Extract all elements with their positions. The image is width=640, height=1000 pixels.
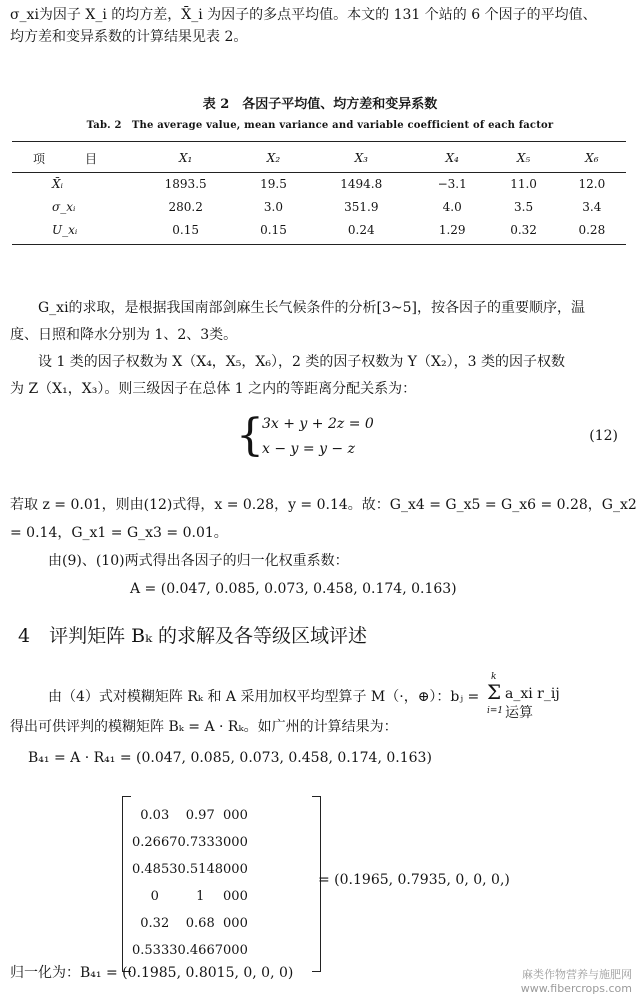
sum-upper-limit: k [491, 672, 497, 682]
table-cell: 0.15 [172, 222, 200, 237]
matrix-row [132, 802, 248, 829]
table-cell: 1893.5 [164, 176, 207, 191]
matrix-cell: 0 [150, 889, 159, 904]
matrix-left-bracket [122, 796, 131, 972]
matrix-cell: 0.5148 [177, 862, 223, 877]
table-cell: 11.0 [510, 176, 537, 191]
matrix-row [132, 910, 248, 937]
sigma-icon: Σ [487, 680, 502, 704]
equation-12 [0, 410, 640, 464]
header-x3: X₃ [354, 151, 368, 165]
watermark [521, 968, 632, 996]
matrix-cell: 0 [223, 889, 232, 904]
summation-expression [487, 672, 577, 722]
matrix-cell: 0 [223, 835, 232, 850]
watermark-line-2: www.fibercrops.com [520, 982, 632, 995]
para-line: 若取 z = 0.01，则由(12)式得，x = 0.28，y = 0.14。故：G_x4 = G_x5 = G_x6 = 0.28，G_x2 [10, 497, 637, 513]
table-row [12, 195, 626, 218]
matrix-cell: 0 [231, 889, 240, 904]
matrix-cell: 0 [223, 916, 232, 931]
para-line: = 0.14，G_x1 = G_x3 = 0.01。 [10, 525, 228, 541]
header-x6: X₆ [585, 151, 599, 165]
equation-number: (12) [589, 428, 618, 444]
matrix-cell: 0 [239, 808, 248, 823]
intro-line-1: σ_xi为因子 X_i 的均方差，X̄_i 为因子的多点平均值。本文的 131 个站的 6 个因子的平均值、 [10, 7, 597, 23]
header-x5: X₅ [516, 151, 531, 165]
intro-paragraph [10, 4, 640, 48]
table-bottom-rule [12, 244, 626, 245]
matrix-cell: 0.7333 [177, 835, 223, 850]
table-caption-cn: 表 2 各因子平均值、均方差和变异系数 [202, 97, 438, 112]
para-line: 由（4）式对模糊矩阵 Rₖ 和 A 采用加权平均型算子 M（·，⊕）：bⱼ = [48, 689, 480, 705]
para-line: 设 1 类的因子权数为 X（X₄，X₅，X₆），2 类的因子权数为 Y（X₂），3 类的因子权数 [38, 354, 565, 370]
intro-line-2: 均方差和变异系数的计算结果见表 2。 [10, 29, 248, 45]
table-cell: 3.4 [582, 199, 602, 214]
matrix-result: = (0.1965, 0.7935, 0, 0, 0,) [318, 872, 510, 888]
table-header-rule [12, 172, 626, 173]
matrix-cell: 0 [231, 943, 240, 958]
para-line: 得出可供评判的模糊矩阵 Bₖ = A · Rₖ。如广州的计算结果为： [10, 719, 398, 735]
matrix-cell: 0 [231, 862, 240, 877]
matrix-table [132, 802, 248, 964]
matrix-row [132, 829, 248, 856]
table-cell: 0.28 [578, 222, 606, 237]
header-x4: X₄ [445, 151, 459, 165]
table-cell: 0.24 [347, 222, 375, 237]
matrix-cell: 0.4667 [177, 943, 223, 958]
matrix-cell: 0 [223, 862, 232, 877]
matrix-cell: 0.97 [185, 808, 215, 823]
matrix-cell: 0 [239, 943, 248, 958]
table-cell: −3.1 [437, 176, 467, 191]
table-cell: 12.0 [578, 176, 606, 191]
matrix-cell: 0 [231, 835, 240, 850]
table-row [12, 218, 626, 241]
matrix-cell: 0 [231, 916, 240, 931]
matrix-cell: 0 [231, 808, 240, 823]
table-header-row [12, 144, 626, 172]
para-line: 由(9)、(10)两式得出各因子的归一化权重系数： [48, 553, 349, 569]
para-line: G_xi的求取，是根据我国南部剑麻生长气候条件的分析[3~5]，按各因子的重要顺序，温 [38, 300, 586, 316]
header-x1: X₁ [178, 151, 193, 165]
matrix-cell: 0 [223, 943, 232, 958]
matrix-cell: 0.03 [140, 808, 170, 823]
table-cell: 3.0 [263, 199, 284, 214]
para-line: 为 Z（X₁，X₃）。则三级因子在总体 1 之内的等距离分配关系为： [10, 381, 417, 397]
matrix-cell: 1 [196, 889, 205, 904]
table-cell: 1.29 [438, 222, 466, 237]
equation-line-1: 3x + y + 2z = 0 [262, 416, 374, 432]
row-label: X̄ᵢ [52, 176, 63, 191]
matrix-cell: 0.4853 [132, 862, 178, 877]
table-cell: 0.15 [260, 222, 287, 237]
normalized-result: 归一化为：B₄₁ = (0.1985, 0.8015, 0, 0, 0) [10, 965, 294, 981]
matrix-row [132, 856, 248, 883]
matrix-cell: 0.5333 [132, 943, 178, 958]
table-cell: 351.9 [344, 199, 379, 214]
matrix-cell: 0 [223, 808, 232, 823]
matrix-cell: 0.2667 [132, 835, 178, 850]
matrix-cell: 0.32 [140, 916, 170, 931]
sum-lower-limit: i=1 [487, 706, 504, 716]
matrix-cell: 0 [239, 862, 248, 877]
table-cell: 3.5 [514, 199, 534, 214]
equation-line-2: x − y = y − z [262, 441, 355, 457]
formula-b41: B₄₁ = A · R₄₁ = (0.047, 0.085, 0.073, 0.458, 0.174, 0.163) [28, 750, 432, 766]
table-top-rule [12, 141, 626, 142]
matrix-cell: 0 [239, 835, 248, 850]
table-cell: 280.2 [168, 199, 203, 214]
equation-brace: { [236, 410, 264, 461]
matrix-row [132, 883, 248, 910]
section-heading: 4 评判矩阵 Bₖ 的求解及各等级区域评述 [18, 625, 368, 647]
paragraph-solution [10, 494, 640, 600]
para-line: 度、日照和降水分别为 1、2、3类。 [10, 327, 238, 343]
row-label: U_xᵢ [52, 222, 78, 237]
table-cell: 4.0 [442, 199, 462, 214]
paragraph-weights-intro [10, 297, 640, 400]
matrix-cell: 0 [239, 889, 248, 904]
header-x2: X₂ [266, 151, 281, 165]
table-cell: 1494.8 [340, 176, 383, 191]
table-row [12, 172, 626, 195]
table-cell: 19.5 [260, 176, 287, 191]
matrix-cell: 0.68 [185, 916, 215, 931]
row-label: σ_xᵢ [52, 199, 76, 214]
matrix-cell: 0 [239, 916, 248, 931]
header-item: 项 目 [32, 151, 111, 166]
weight-vector: A = (0.047, 0.085, 0.073, 0.458, 0.174, 0.163) [130, 581, 457, 597]
table-cell: 0.32 [510, 222, 537, 237]
sum-body: a_xi r_ij 运算 [505, 686, 560, 721]
factor-statistics-table [12, 144, 626, 241]
watermark-line-1: 麻类作物营养与施肥网 [522, 968, 632, 981]
matrix-row [132, 937, 248, 964]
table-caption-en: Tab. 2 The average value, mean variance and variable coefficient of each factor [86, 120, 554, 131]
